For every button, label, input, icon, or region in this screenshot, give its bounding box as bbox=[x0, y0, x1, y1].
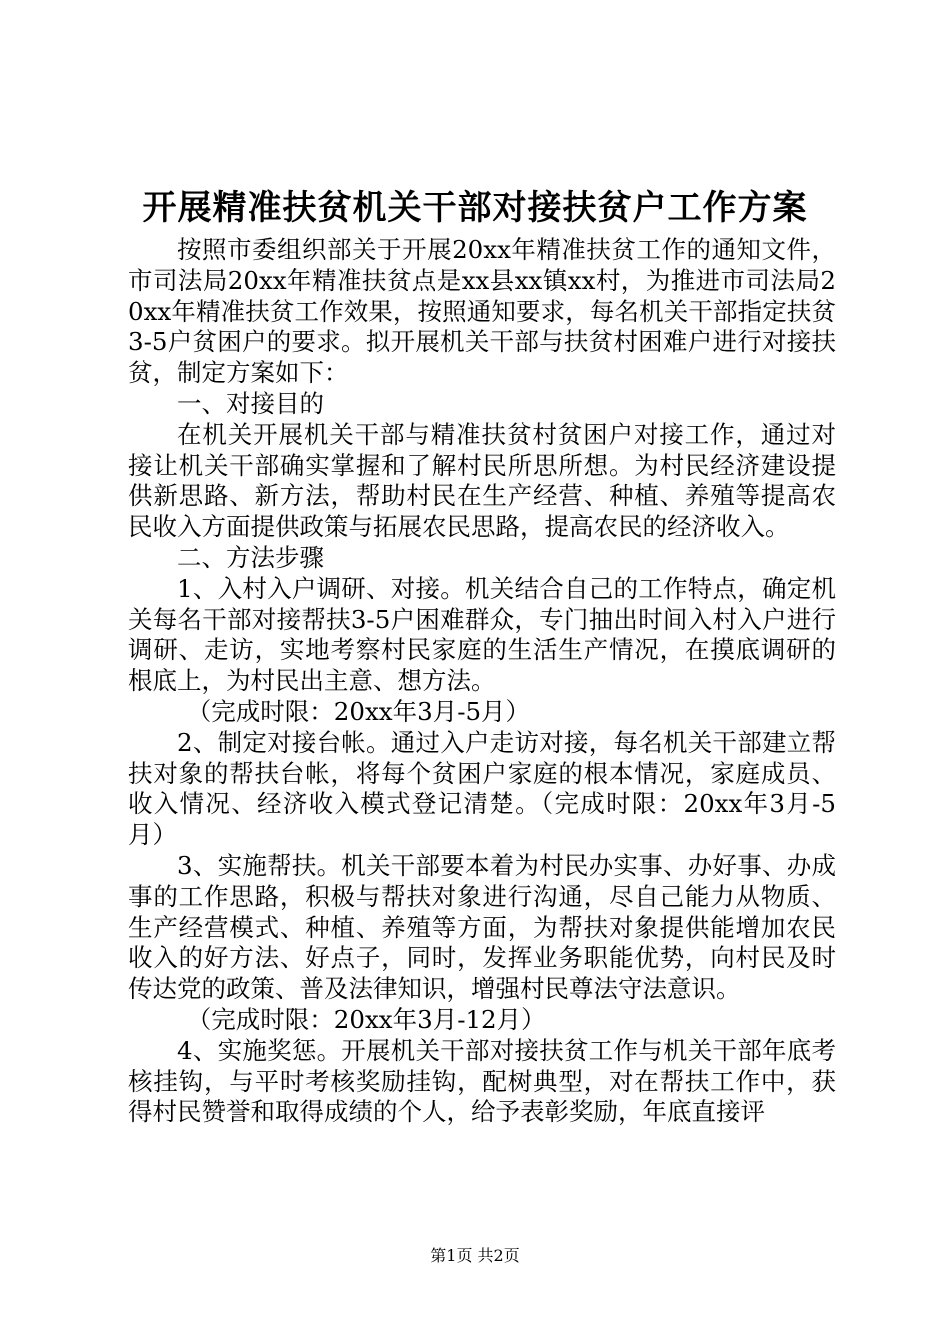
document-body bbox=[128, 235, 836, 1128]
deadline-note-3: （完成时限：20xx年3月-12月） bbox=[186, 1004, 546, 1034]
paragraph-step-4: 4、实施奖惩。开展机关干部对接扶贫工作与机关干部年底考核挂钩，与平时考核奖励挂钩，配树典型，对在帮扶工作中，获得村民赞誉和取得成绩的个人，给予表彰奖励，年底直接评 bbox=[128, 1035, 836, 1127]
document-title: 开展精准扶贫机关干部对接扶贫户工作方案 bbox=[142, 188, 808, 228]
page-number-footer: 第1页 共2页 bbox=[430, 1246, 520, 1265]
paragraph-step-3: 3、实施帮扶。机关干部要本着为村民办实事、办好事、办成事的工作思路，积极与帮扶对象进行沟通，尽自己能力从物质、生产经营模式、种植、养殖等方面，为帮扶对象提供能增加农民收入的好方法、好点子，同时，发挥业务职能优势，向村民及时传达党的政策、普及法律知识，增强村民尊法守法意识。 bbox=[128, 850, 836, 1004]
paragraph-step-1: 1、入村入户调研、对接。机关结合自己的工作特点，确定机关每名干部对接帮扶3-5户困难群众，专门抽出时间入村入户进行调研、走访，实地考察村民家庭的生活生产情况，在摸底调研的根底上，为村民出主意、想方法。 bbox=[128, 573, 836, 696]
section-heading-steps: 二、方法步骤 bbox=[177, 542, 324, 572]
paragraph-step-2: 2、制定对接台帐。通过入户走访对接，每名机关干部建立帮扶对象的帮扶台帐，将每个贫困户家庭的根本情况，家庭成员、收入情况、经济收入模式登记清楚。（完成时限：20xx年3月-5月） bbox=[128, 727, 836, 850]
paragraph-purpose: 在机关开展机关干部与精准扶贫村贫困户对接工作，通过对接让机关干部确实掌握和了解村民所思所想。为村民经济建设提供新思路、新方法，帮助村民在生产经营、种植、养殖等提高农民收入方面提供政策与拓展农民思路，提高农民的经济收入。 bbox=[128, 419, 836, 542]
deadline-note-1: （完成时限：20xx年3月-5月） bbox=[186, 696, 531, 726]
paragraph-intro: 按照市委组织部关于开展20xx年精准扶贫工作的通知文件，市司法局20xx年精准扶贫点是xx县xx镇xx村，为推进市司法局20xx年精准扶贫工作效果，按照通知要求，每名机关干部指定扶贫3-5户贫困户的要求。拟开展机关干部与扶贫村困难户进行对接扶贫，制定方案如下： bbox=[128, 235, 836, 388]
section-heading-purpose: 一、对接目的 bbox=[177, 388, 324, 418]
